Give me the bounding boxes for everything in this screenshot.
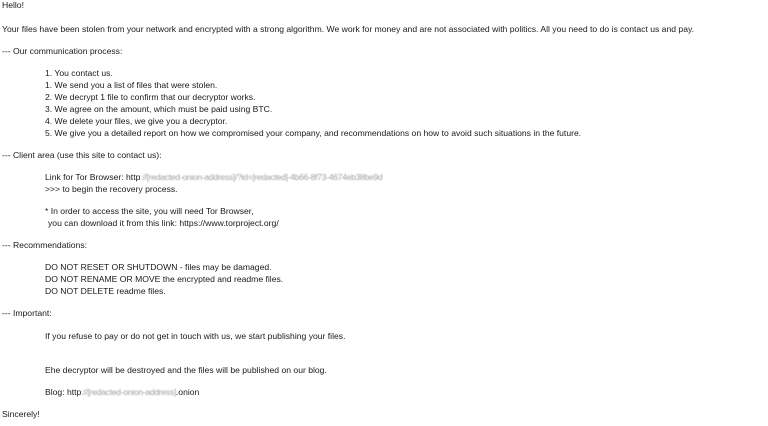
- process-step: 1. We send you a list of files that were stolen.: [45, 80, 218, 90]
- tor-link-label: Link for Tor Browser: http: [45, 172, 141, 182]
- blog-link-line: [45, 387, 199, 398]
- blog-link-suffix: .onion: [175, 387, 200, 397]
- process-step: 4. We delete your files, we give you a decryptor.: [45, 116, 228, 126]
- tor-link-suffix: >>> to begin the recovery process.: [45, 184, 178, 194]
- tor-note-line1: * In order to access the site, you will need Tor Browser,: [45, 206, 254, 216]
- tor-link-line: [45, 172, 382, 183]
- important-line2: Ehe decryptor will be destroyed and the files will be published on our blog.: [45, 365, 327, 375]
- recommendation-item: DO NOT RESET OR SHUTDOWN - files may be damaged.: [45, 262, 272, 272]
- process-step: 2. We decrypt 1 file to confirm that our decryptor works.: [45, 92, 256, 102]
- greeting: Hello!: [2, 0, 24, 10]
- process-heading: --- Our communication process:: [2, 46, 123, 56]
- recommendation-item: DO NOT DELETE readme files.: [45, 286, 166, 296]
- intro-paragraph: Your files have been stolen from your network and encrypted with a strong algorithm. We work for money and are not associated with politics. All you need to do is contact us and pay.: [2, 24, 695, 34]
- process-step: 1. You contact us.: [45, 68, 113, 78]
- recommendations-heading: --- Recommendations:: [2, 240, 88, 250]
- tor-note-line2: you can download it from this link: https://www.torproject.org/: [48, 218, 279, 228]
- tor-link-redacted: ://[redacted-onion-address]/?id=[redacted]-4b66-8f73-4674eb38be9d: [140, 172, 383, 182]
- process-step: 3. We agree on the amount, which must be paid using BTC.: [45, 104, 273, 114]
- process-step: 5. We give you a detailed report on how we compromised your company, and recommendations on how to avoid such situations in the future.: [45, 128, 582, 138]
- blog-link-label: Blog: http: [45, 387, 82, 397]
- important-heading: --- Important:: [2, 308, 52, 318]
- recommendation-item: DO NOT RENAME OR MOVE the encrypted and readme files.: [45, 274, 284, 284]
- closing: Sincerely!: [2, 409, 40, 419]
- important-line1: If you refuse to pay or do not get in touch with us, we start publishing your files.: [45, 331, 346, 341]
- blog-link-redacted: ://[redacted-onion-address]: [81, 387, 176, 397]
- client-area-heading: --- Client area (use this site to contact us):: [2, 150, 162, 160]
